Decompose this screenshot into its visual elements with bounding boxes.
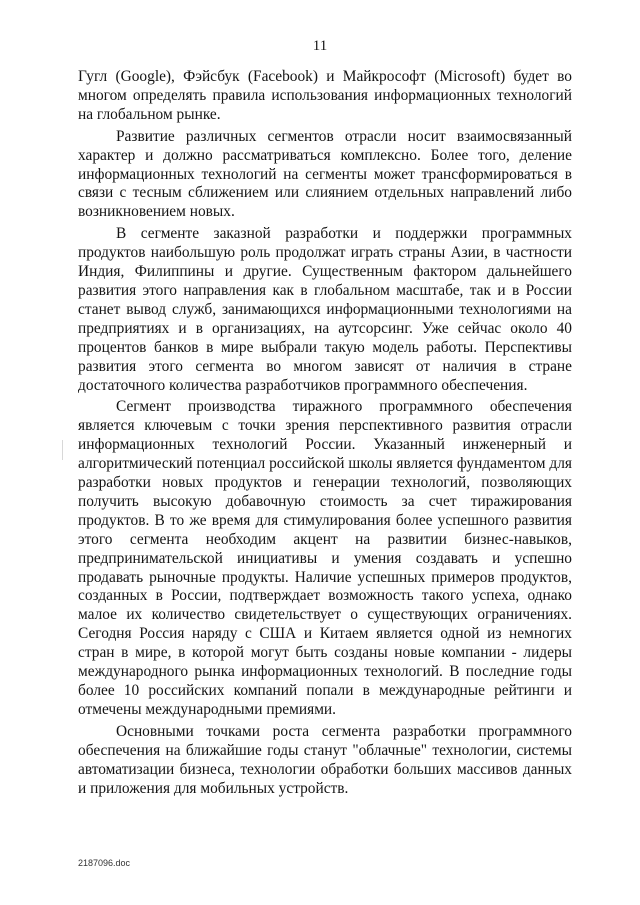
footer-filename: 2187096.doc [78, 858, 131, 868]
page-number: 11 [312, 38, 328, 54]
paragraph-1: Гугл (Google), Фэйсбук (Facebook) и Майкрософт (Microsoft) будет во многом определять правила использования информационных технологий на глобальном рынке. [78, 68, 572, 123]
paragraph-2: Развитие различных сегментов отрасли носит взаимосвязанный характер и должно рассматриваться комплексно. Более того, деление информационных технологий на сегменты может трансформироваться в связи с тесным сближением или слиянием отдельных направлений либо возникновением новых. [78, 127, 572, 221]
paragraph-4: Сегмент производства тиражного программного обеспечения является ключевым с точки зрения перспективного развития отрасли информационных технологий России. Указанный инженерный и алгоритмический потенциал российской школы является фундаментом для разработки новых продуктов и генерации технологий, позволяющих получить высокую добавочную стоимость за счет тиражирования продуктов. В то же время для стимулирования более успешного развития этого сегмента необходим акцент на развитии бизнес-навыков, предпринимательской инициативы и умения создавать и успешно продавать рыночные продукты. Наличие успешных примеров продуктов, созданных в России, подтверждает возможность такого успеха, однако малое их количество свидетельствует о существующих ограничениях. Сегодня Россия наряду с США и Китаем является одной из немногих стран в мире, в которой могут быть созданы новые компании - лидеры международного рынка информационных технологий. В последние годы более 10 российских компаний попали в международные рейтинги и отмечены международными премиями. [78, 398, 572, 718]
paragraph-5: Основными точками роста сегмента разработки программного обеспечения на ближайшие годы станут "облачные" технологии, системы автоматизации бизнеса, технологии обработки больших массивов данных и приложения для мобильных устройств. [78, 722, 572, 797]
document-body [78, 68, 572, 801]
paragraph-3: В сегменте заказной разработки и поддержки программных продуктов наибольшую роль продолжат играть страны Азии, в частности Индия, Филиппины и другие. Существенным фактором дальнейшего развития этого направления как в глобальном масштабе, так и в России станет вывод служб, занимающихся информационными технологиями на предприятиях и в организациях, на аутсорсинг. Уже сейчас около 40 процентов банков в мире выбрали такую модель работы. Перспективы развития этого сегмента во многом зависят от наличия в стране достаточного количества разработчиков программного обеспечения. [78, 225, 572, 394]
scan-margin-mark [62, 440, 63, 460]
